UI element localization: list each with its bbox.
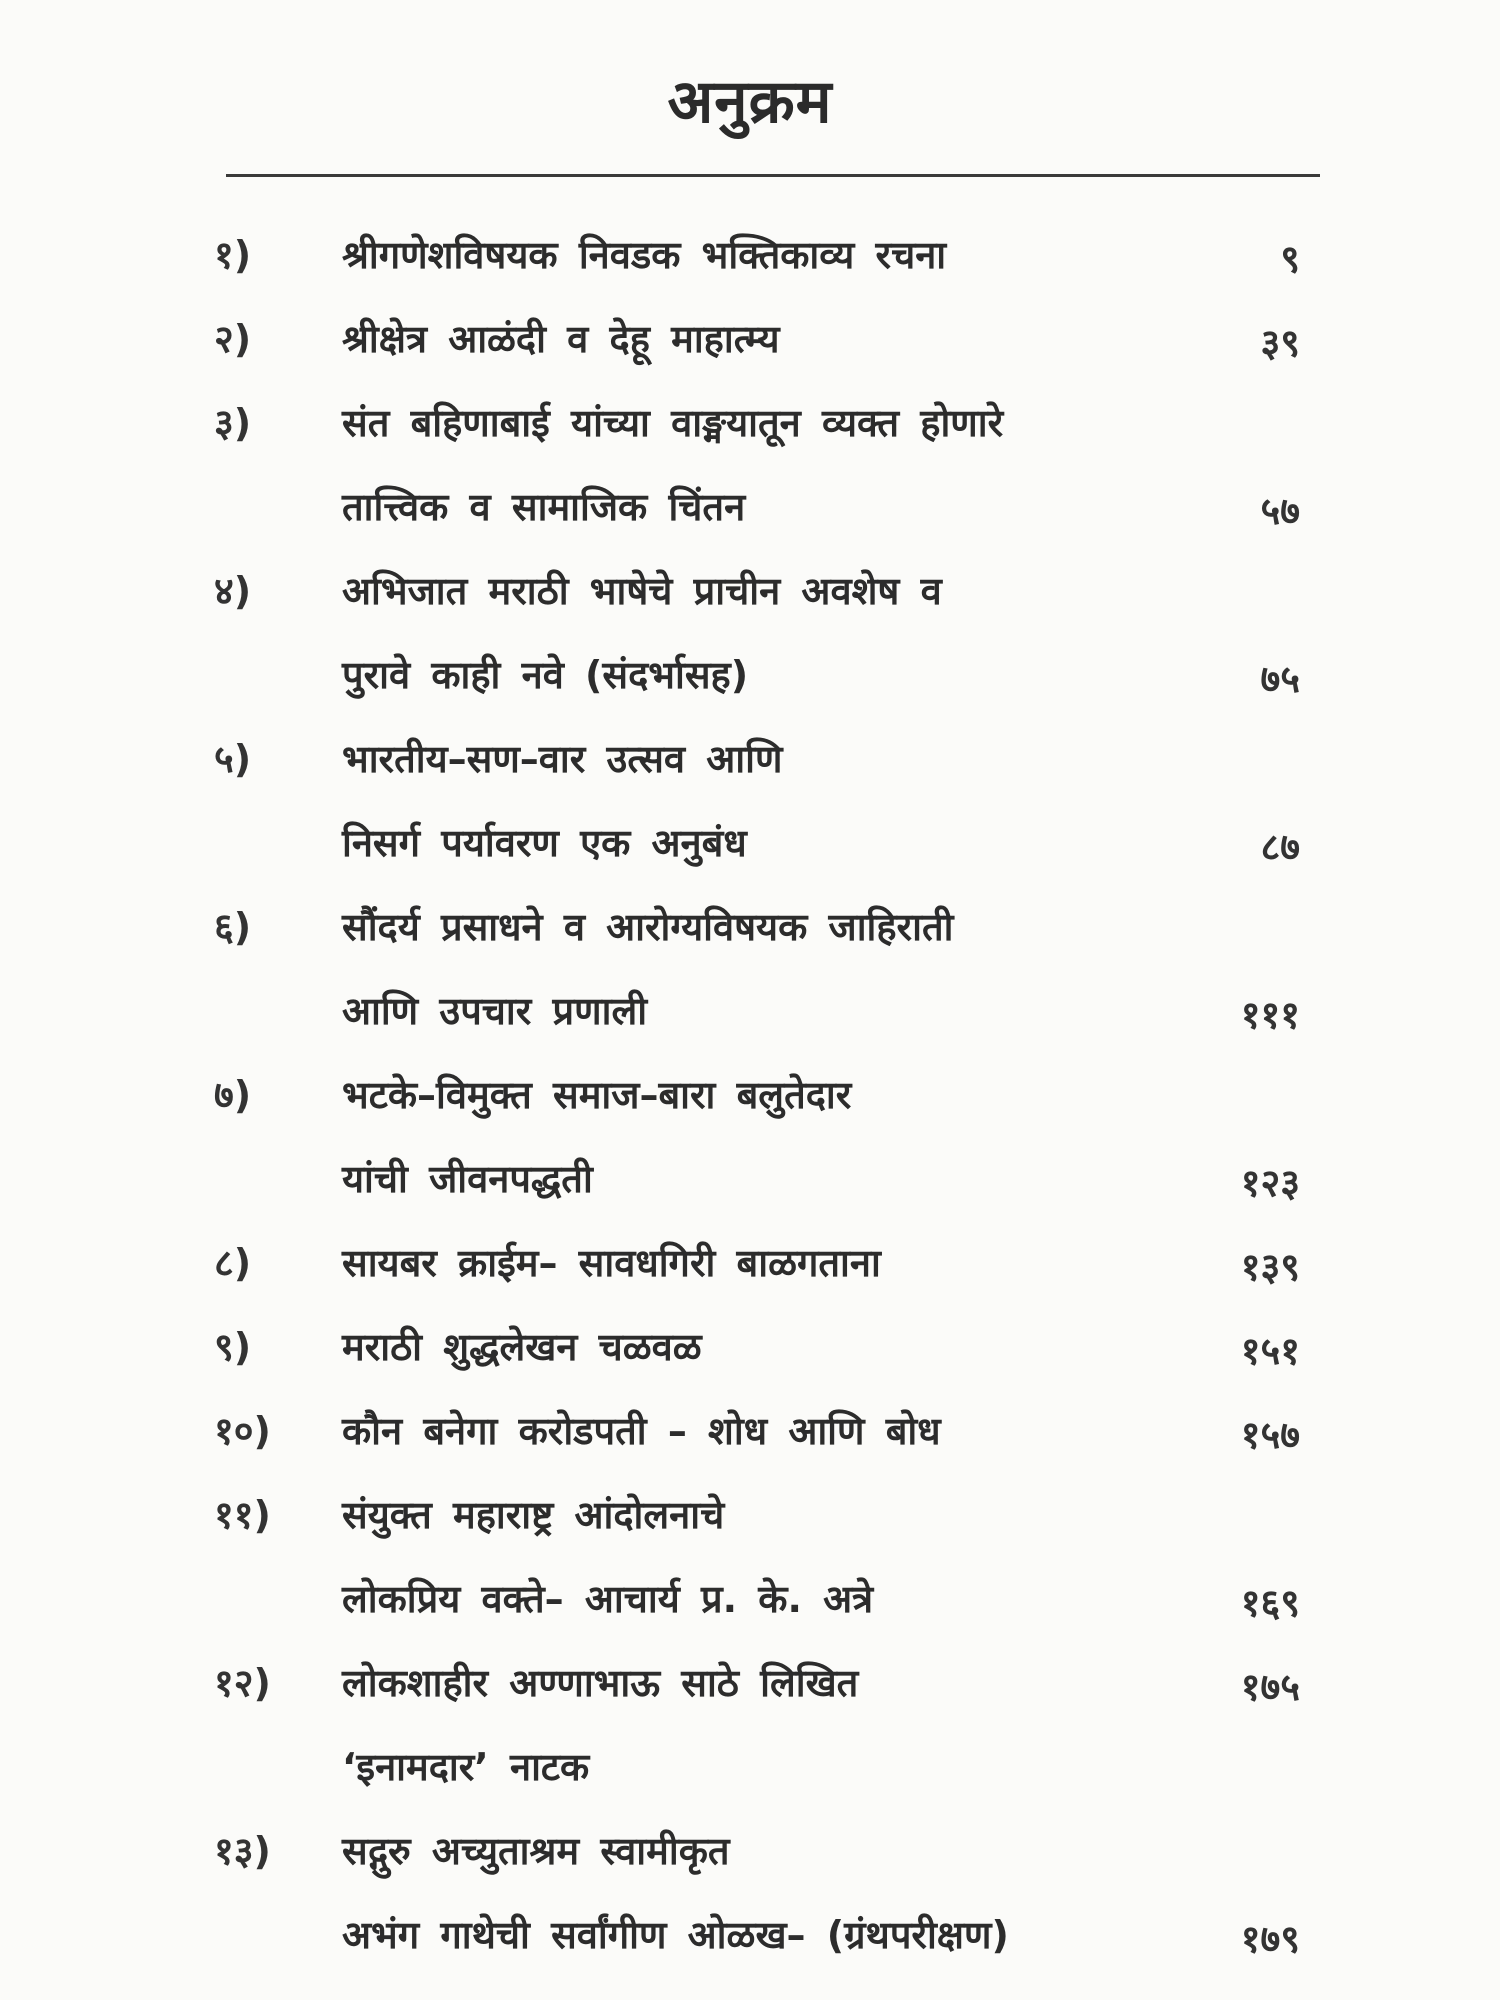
toc-entry-page-number: ९	[1280, 237, 1300, 281]
toc-entry-number: ७)	[214, 1073, 252, 1117]
toc-entry-number: ३)	[214, 401, 252, 445]
toc-entry-page-number: १३९	[1240, 1245, 1300, 1289]
toc-entry-number: १२)	[214, 1661, 271, 1705]
toc-entry-number: ९)	[214, 1325, 252, 1369]
toc-entry-line	[0, 462, 1500, 546]
toc-entry-title: श्रीक्षेत्र आळंदी व देहू माहात्म्य	[342, 317, 780, 361]
toc-entry	[0, 294, 1500, 378]
toc-entry-line	[0, 966, 1500, 1050]
toc-entry	[0, 714, 1500, 882]
toc-entry-page-number: १११	[1240, 993, 1300, 1037]
toc-entry-line	[0, 798, 1500, 882]
toc-entry-line	[0, 1554, 1500, 1638]
toc-entry-line	[0, 210, 1500, 294]
toc-entry	[0, 378, 1500, 546]
toc-entry-line	[0, 1134, 1500, 1218]
toc-entry-line	[0, 1218, 1500, 1302]
page-title: अनुक्रम	[667, 67, 833, 137]
toc-entry-line	[0, 1722, 1500, 1806]
toc-entry	[0, 210, 1500, 294]
toc-entry	[0, 882, 1500, 1050]
toc-entry-title: सौंदर्य प्रसाधने व आरोग्यविषयक जाहिराती	[342, 905, 954, 949]
toc-entry-line	[0, 1638, 1500, 1722]
toc-entry	[0, 1386, 1500, 1470]
toc-entry-line	[0, 1890, 1500, 1974]
toc-entry-title: भटके–विमुक्त समाज–बारा बलुतेदार	[342, 1073, 852, 1117]
toc-entry-page-number: ८७	[1260, 825, 1300, 869]
toc-entry-title: यांची जीवनपद्धती	[342, 1157, 593, 1201]
toc-entry-page-number: १७५	[1240, 1665, 1300, 1709]
toc-entry-title: ‘इनामदार’ नाटक	[342, 1745, 590, 1789]
toc-entry-page-number: १२३	[1240, 1161, 1300, 1205]
toc-entry-line	[0, 1806, 1500, 1890]
toc-entry-title: आणि उपचार प्रणाली	[342, 989, 648, 1033]
toc-entry-line	[0, 714, 1500, 798]
toc-entry	[0, 1470, 1500, 1638]
toc-entry-title: संयुक्त महाराष्ट्र आंदोलनाचे	[342, 1493, 725, 1537]
toc-entry-number: ६)	[214, 905, 252, 949]
title-divider	[226, 174, 1320, 177]
toc-entry-number: ४)	[214, 569, 252, 613]
toc-entry-number: १०)	[214, 1409, 271, 1453]
toc-entry-title: मराठी शुद्धलेखन चळवळ	[342, 1325, 702, 1369]
toc-entry-title: पुरावे काही नवे (संदर्भासह)	[342, 653, 749, 697]
toc-entry-title: कौन बनेगा करोडपती – शोध आणि बोध	[342, 1409, 941, 1453]
toc-entry-title: निसर्ग पर्यावरण एक अनुबंध	[342, 821, 747, 865]
toc-entry-number: १३)	[214, 1829, 271, 1873]
toc-entry-number: ११)	[214, 1493, 271, 1537]
toc-entry-line	[0, 1050, 1500, 1134]
toc-entry-line	[0, 294, 1500, 378]
toc-entry-page-number: १५१	[1240, 1329, 1300, 1373]
toc-entry	[0, 1050, 1500, 1218]
toc-entry-line	[0, 1470, 1500, 1554]
toc-entry-line	[0, 378, 1500, 462]
toc-entry-number: ८)	[214, 1241, 252, 1285]
toc-entry-line	[0, 546, 1500, 630]
toc-entry-title: श्रीगणेशविषयक निवडक भक्तिकाव्य रचना	[342, 233, 947, 277]
toc-entry	[0, 1302, 1500, 1386]
toc-entry-number: १)	[214, 233, 252, 277]
toc-entry-line	[0, 630, 1500, 714]
toc-entry-number: २)	[214, 317, 252, 361]
toc-entry-title: सायबर क्राईम– सावधगिरी बाळगताना	[342, 1241, 881, 1285]
toc-entry-page-number: ५७	[1260, 489, 1300, 533]
toc-entry-page-number: १७९	[1240, 1917, 1300, 1961]
toc-entry	[0, 1806, 1500, 1974]
toc-entry	[0, 546, 1500, 714]
toc-entry-title: भारतीय–सण–वार उत्सव आणि	[342, 737, 783, 781]
toc-entry	[0, 1638, 1500, 1806]
toc-entry-title: तात्त्विक व सामाजिक चिंतन	[342, 485, 746, 529]
toc-entry-title: अभंग गाथेची सर्वांगीण ओळख– (ग्रंथपरीक्षण)	[342, 1913, 1009, 1957]
toc-entry-page-number: १६९	[1240, 1581, 1300, 1625]
toc-entry	[0, 1218, 1500, 1302]
toc-entry-page-number: ३९	[1260, 321, 1300, 365]
table-of-contents	[0, 210, 1500, 1974]
toc-entry-title: अभिजात मराठी भाषेचे प्राचीन अवशेष व	[342, 569, 942, 613]
toc-entry-page-number: १५७	[1240, 1413, 1300, 1457]
toc-entry-line	[0, 1302, 1500, 1386]
toc-entry-line	[0, 1386, 1500, 1470]
toc-entry-line	[0, 882, 1500, 966]
toc-entry-title: संत बहिणाबाई यांच्या वाङ्मयातून व्यक्त होणारे	[342, 401, 1004, 445]
toc-entry-page-number: ७५	[1260, 657, 1300, 701]
toc-entry-title: लोकप्रिय वक्ते– आचार्य प्र. के. अत्रे	[342, 1577, 874, 1621]
toc-entry-title: लोकशाहीर अण्णाभाऊ साठे लिखित	[342, 1661, 859, 1705]
toc-entry-number: ५)	[214, 737, 252, 781]
toc-entry-title: सद्गुरु अच्युताश्रम स्वामीकृत	[342, 1829, 730, 1873]
